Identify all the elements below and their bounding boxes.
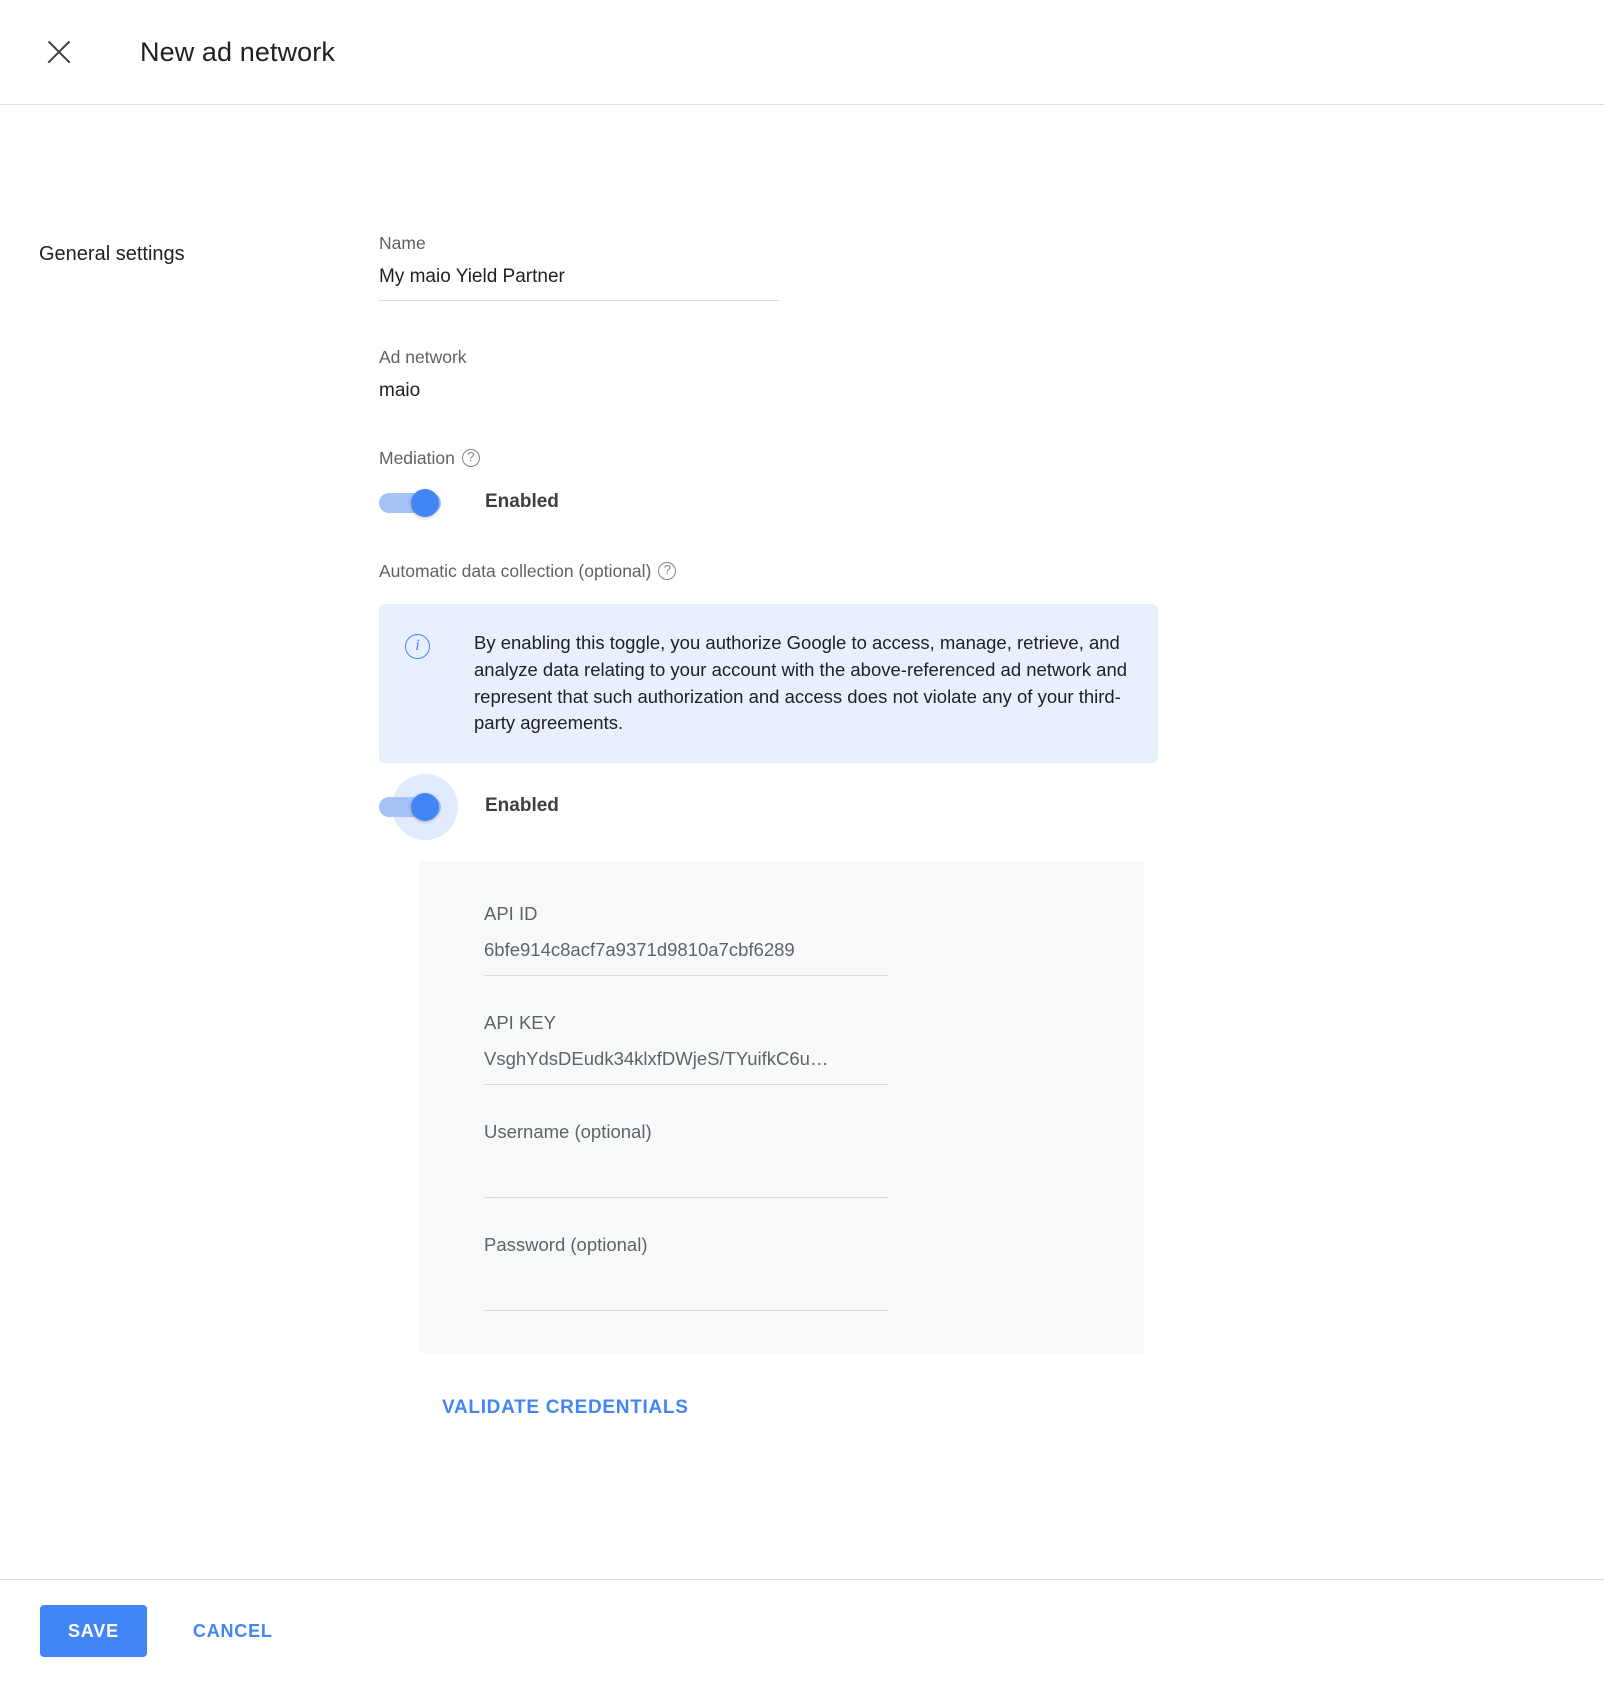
field-mediation: [379, 448, 1279, 515]
field-api-id: [484, 903, 1144, 976]
adc-label: [379, 561, 1279, 582]
dialog-footer: [0, 1579, 1604, 1682]
mediation-toggle-label: Enabled: [485, 491, 559, 512]
credentials-panel: [419, 861, 1144, 1353]
field-password: [484, 1234, 1144, 1311]
api-key-input[interactable]: VsghYdsDEudk34klxfDWjeS/TYuifkC6u…: [484, 1048, 888, 1085]
ad-network-label: Ad network: [379, 347, 467, 367]
ad-network-value: maio: [379, 380, 421, 401]
mediation-label-text: Mediation: [379, 448, 455, 468]
api-id-input[interactable]: 6bfe914c8acf7a9371d9810a7cbf6289: [484, 939, 888, 976]
field-username: [484, 1121, 1144, 1198]
adc-toggle-row: [379, 793, 1279, 819]
dialog-header: [0, 0, 1604, 105]
mediation-toggle-row: [379, 489, 1279, 515]
username-input[interactable]: [484, 1157, 888, 1198]
adc-toggle-label: Enabled: [485, 795, 559, 817]
form-column: [379, 233, 1279, 1465]
validate-credentials-button[interactable]: VALIDATE CREDENTIALS: [442, 1397, 689, 1419]
info-icon: i: [405, 634, 430, 659]
field-automatic-data-collection: [379, 561, 1279, 1419]
help-icon[interactable]: ?: [462, 449, 480, 467]
cancel-button[interactable]: CANCEL: [179, 1605, 287, 1657]
save-button[interactable]: SAVE: [40, 1605, 147, 1657]
automatic-data-collection-toggle[interactable]: [379, 793, 445, 819]
dialog-body: [0, 105, 1604, 1579]
api-key-label: API KEY: [484, 1012, 556, 1034]
name-input[interactable]: My maio Yield Partner: [379, 266, 779, 301]
password-label: Password (optional): [484, 1234, 648, 1256]
api-id-label: API ID: [484, 903, 538, 925]
section-title: General settings: [39, 243, 185, 265]
adc-label-text: Automatic data collection (optional): [379, 561, 652, 581]
mediation-label: [379, 448, 1279, 469]
name-label: Name: [379, 233, 426, 253]
field-api-key: [484, 1012, 1144, 1085]
toggle-knob: [411, 489, 439, 517]
mediation-toggle[interactable]: [379, 489, 445, 515]
field-name: [379, 233, 1279, 301]
close-icon[interactable]: [42, 35, 76, 69]
authorization-info-banner: [379, 604, 1158, 763]
page-title: New ad network: [140, 36, 335, 67]
info-banner-text: By enabling this toggle, you authorize Google to access, manage, retrieve, and analyze data relating to your account with the above-referenced ad network and represent that such authorization and access does not violate any of your third-party agreements.: [474, 632, 1128, 734]
username-label: Username (optional): [484, 1121, 652, 1143]
password-input[interactable]: [484, 1270, 888, 1311]
help-icon[interactable]: ?: [658, 562, 676, 580]
field-ad-network: [379, 347, 1279, 402]
